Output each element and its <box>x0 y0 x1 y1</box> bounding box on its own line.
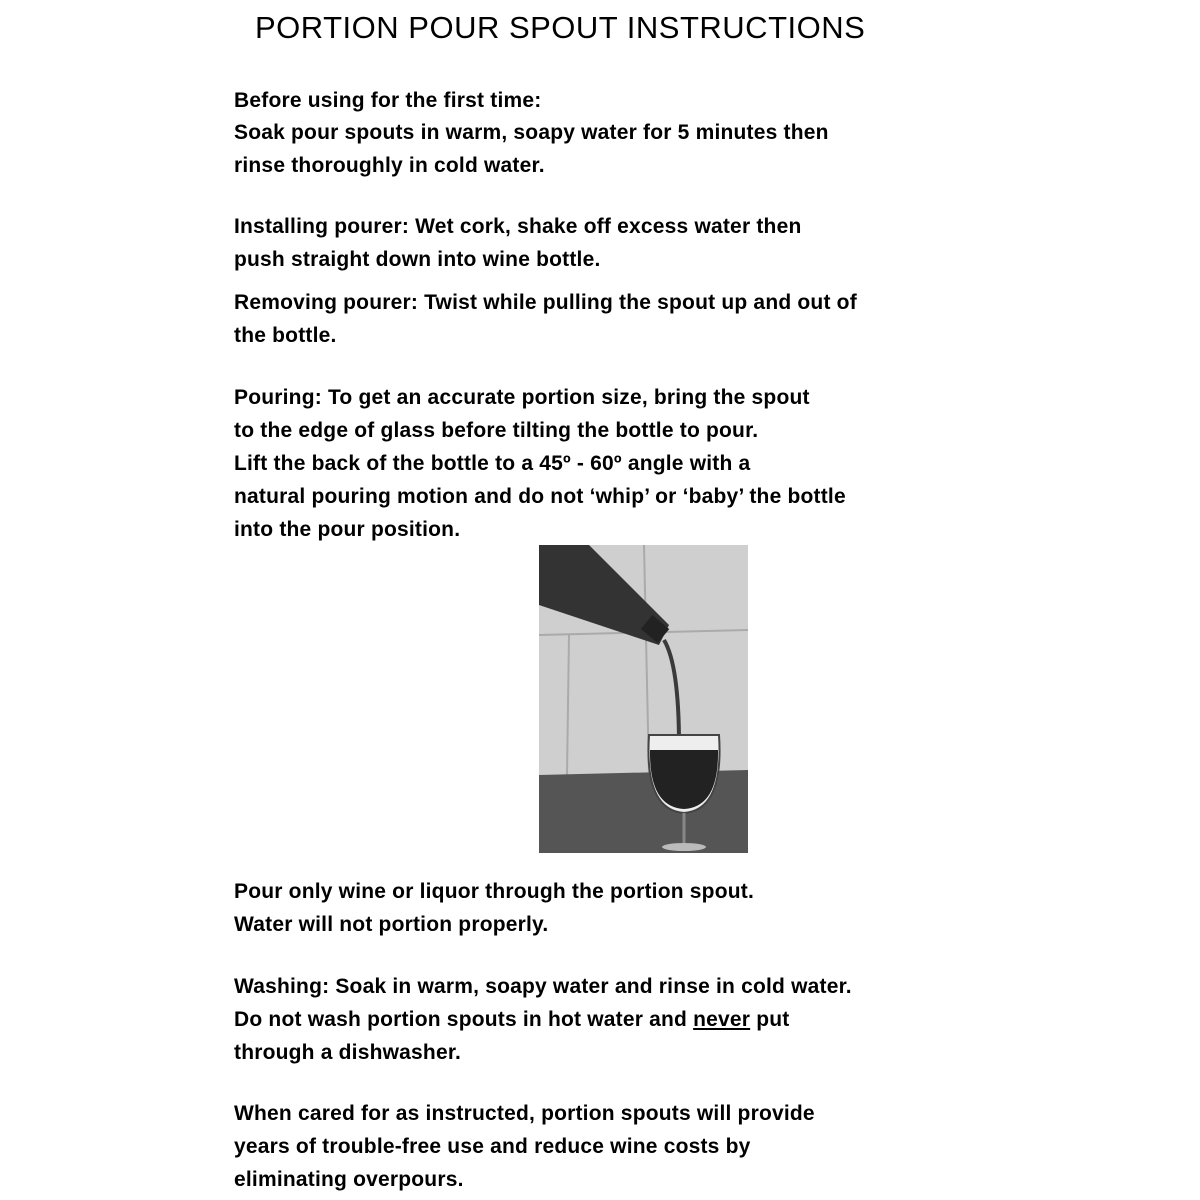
pouring-line-1: Pouring: To get an accurate portion size, bring the spout <box>234 386 810 409</box>
page-title: PORTION POUR SPOUT INSTRUCTIONS <box>255 10 866 45</box>
before-line-1: Before using for the first time: <box>234 89 542 112</box>
pouring-line-3: Lift the back of the bottle to a 45º - 60º angle with a <box>234 452 751 475</box>
removing-line-1: Removing pourer: Twist while pulling the spout up and out of <box>234 291 857 314</box>
before-line-2: Soak pour spouts in warm, soapy water for 5 minutes then <box>234 121 829 144</box>
removing-line-2: the bottle. <box>234 324 337 347</box>
installing-line-1: Installing pourer: Wet cork, shake off excess water then <box>234 215 802 238</box>
before-line-3: rinse thoroughly in cold water. <box>234 154 545 177</box>
washing-line-3: through a dishwasher. <box>234 1041 462 1064</box>
only-line-1: Pour only wine or liquor through the portion spout. <box>234 880 754 903</box>
pouring-wine-photo <box>539 545 748 853</box>
installing-line-2: push straight down into wine bottle. <box>234 248 601 271</box>
washing-line-1: Washing: Soak in warm, soapy water and rinse in cold water. <box>234 975 852 998</box>
pouring-line-5: into the pour position. <box>234 518 461 541</box>
only-line-2: Water will not portion properly. <box>234 913 549 936</box>
washing-line-2 <box>234 1007 789 1033</box>
pouring-line-2: to the edge of glass before tilting the bottle to pour. <box>234 419 759 442</box>
care-line-2: years of trouble-free use and reduce wine costs by <box>234 1135 751 1158</box>
pouring-line-4: natural pouring motion and do not ‘whip’ or ‘baby’ the bottle <box>234 485 846 508</box>
care-line-1: When cared for as instructed, portion spouts will provide <box>234 1102 815 1125</box>
care-line-3: eliminating overpours. <box>234 1168 464 1191</box>
never-emphasis: never <box>693 1008 751 1031</box>
washing-text: Do not wash portion spouts in hot water and <box>234 1008 694 1031</box>
washing-text-end: put <box>750 1008 790 1031</box>
